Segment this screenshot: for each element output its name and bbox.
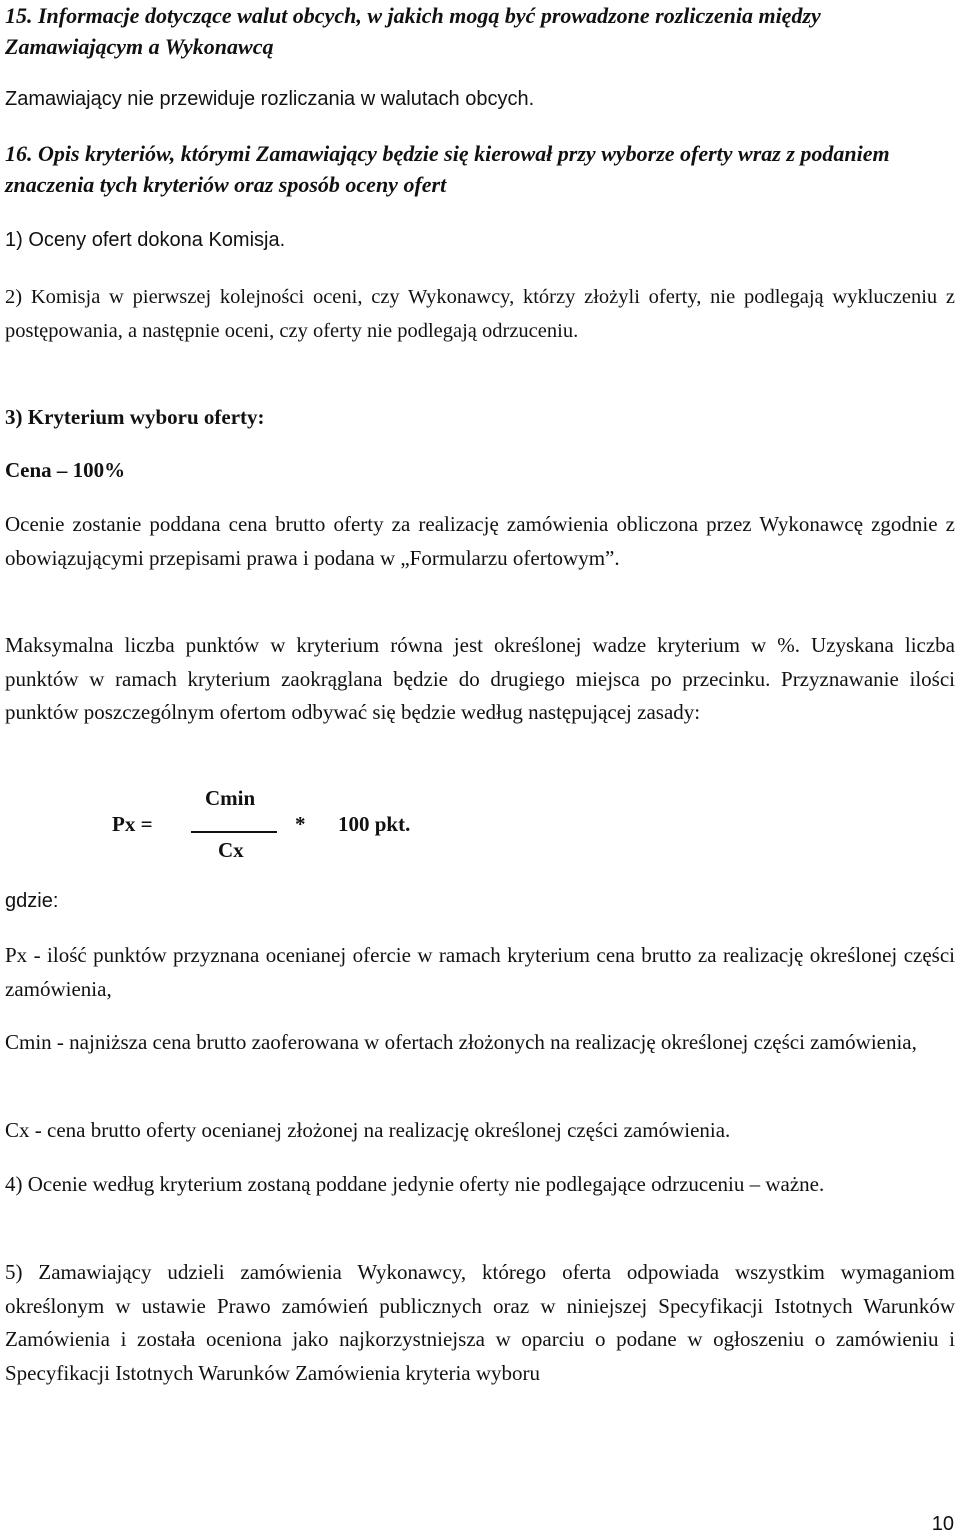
- page-number: 10: [931, 1513, 954, 1535]
- formula-lhs: Px =: [112, 812, 153, 836]
- definition-cx: Cx - cena brutto oferty ocenianej złożonej na realizację określonej części zamówienia.: [5, 1118, 731, 1142]
- item-1: 1) Oceny ofert dokona Komisja.: [5, 229, 286, 251]
- formula-multiplier: *: [295, 812, 306, 836]
- item-2: 2) Komisja w pierwszej kolejności oceni, czy Wykonawcy, którzy złożyli oferty, nie podlegają wykluczeniu z postępowania, a następnie oceni, czy oferty nie podlegają odrzuceniu.: [5, 286, 955, 342]
- item-4: 4) Ocenie według kryterium zostaną poddane jedynie oferty nie podlegające odrzuceniu – ważne.: [5, 1172, 825, 1196]
- formula-denominator: Cx: [218, 838, 244, 862]
- section-15-text: Zamawiający nie przewiduje rozliczania w walutach obcych.: [5, 88, 535, 110]
- criterion-price: Cena – 100%: [5, 458, 126, 482]
- item-3-heading: 3) Kryterium wyboru oferty:: [5, 405, 265, 429]
- formula-numerator: Cmin: [205, 786, 256, 810]
- definition-px: Px - ilość punktów przyznana ocenianej ofercie w ramach kryterium cena brutto za realizację określonej części zamówienia,: [5, 943, 955, 1001]
- fraction-line: [191, 831, 277, 833]
- section-15-heading: 15. Informacje dotyczące walut obcych, w jakich mogą być prowadzone rozliczenia między Zamawiającym a Wykonawcą: [5, 3, 821, 59]
- points-paragraph: Maksymalna liczba punktów w kryterium równa jest określonej wadze kryterium w %. Uzyskana liczba punktów w ramach kryterium zaokrąglana będzie do drugiego miejsca po przecinku. Przyznawanie ilości punktów poszczególnym ofertom odbywać się będzie według następującej zasady:: [5, 633, 955, 724]
- where-label: gdzie:: [5, 890, 59, 912]
- formula-rhs: 100 pkt.: [338, 812, 411, 836]
- definition-cmin: Cmin - najniższa cena brutto zaoferowana w ofertach złożonych na realizację określonej części zamówienia,: [5, 1030, 917, 1054]
- item-5: 5) Zamawiający udzieli zamówienia Wykonawcy, którego oferta odpowiada wszystkim wymaganiom określonym w ustawie Prawo zamówień publicznych oraz w niniejszej Specyfikacji Istotnych Warunków Zamówienia i została oceniona jako najkorzystniejsza w oparciu o podane w ogłoszeniu o zamówieniu i Specyfikacji Istotnych Warunków Zamówienia kryteria wyboru: [5, 1260, 955, 1385]
- price-paragraph: Ocenie zostanie poddana cena brutto oferty za realizację zamówienia obliczona przez Wykonawcę zgodnie z obowiązującymi przepisami prawa i podana w „Formularzu ofertowym”.: [5, 512, 955, 570]
- section-16-heading: 16. Opis kryteriów, którymi Zamawiający będzie się kierował przy wyborze oferty wraz z podaniem znaczenia tych kryteriów oraz sposób oceny ofert: [5, 141, 890, 197]
